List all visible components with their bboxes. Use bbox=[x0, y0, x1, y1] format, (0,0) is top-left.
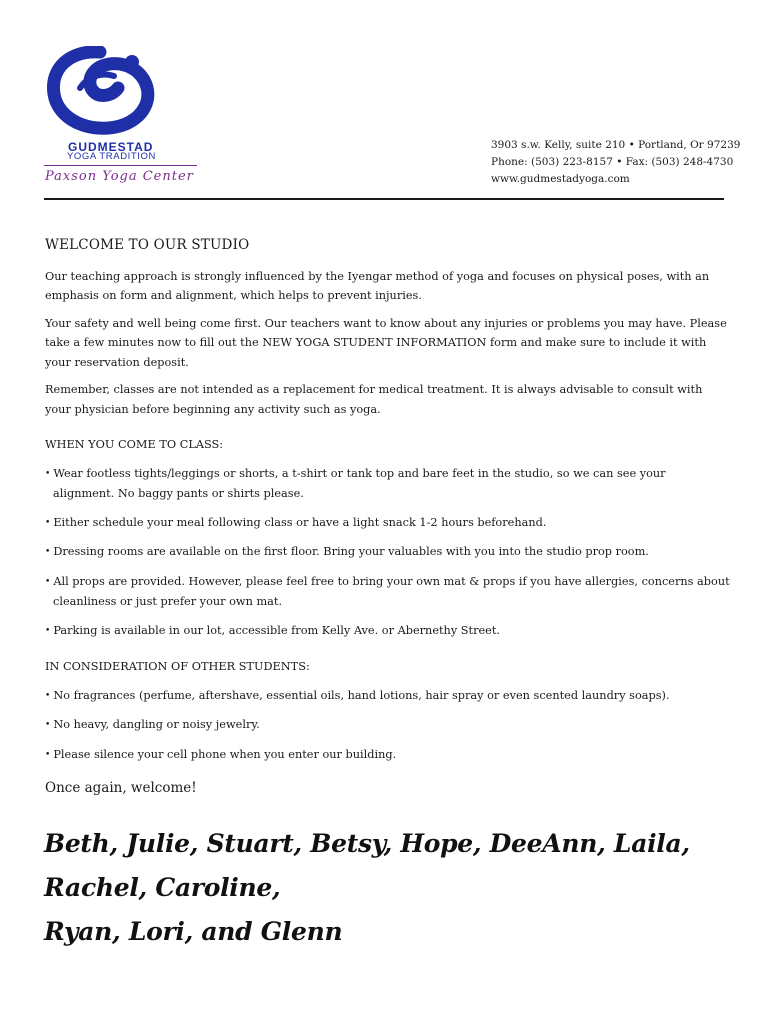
bullet-icon: • bbox=[45, 517, 51, 528]
bullet-text: Dressing rooms are available on the first floor. Bring your valuables with you into the studio prop room. bbox=[53, 545, 649, 558]
class-bullet bbox=[45, 542, 730, 563]
signature-line: Beth, Julie, Stuart, Betsy, Hope, DeeAnn, Laila, Rachel, Caroline, bbox=[44, 829, 690, 902]
bullet-icon: • bbox=[45, 547, 51, 557]
welcome-paragraph: Our teaching approach is strongly influenced by the Iyengar method of yoga and focuses on physical poses, with an emphasis on form and alignment, which helps to prevent injuries. bbox=[45, 269, 710, 302]
contact-block bbox=[491, 137, 740, 188]
logo-name: GUDMESTAD bbox=[68, 140, 154, 154]
welcome-heading: WELCOME TO OUR STUDIO bbox=[45, 237, 250, 253]
closing-line: Once again, welcome! bbox=[45, 780, 197, 796]
consideration-bullet bbox=[45, 686, 730, 707]
logo-center-name: Paxson Yoga Center bbox=[45, 169, 194, 184]
class-bullet bbox=[45, 621, 730, 642]
bullet-text: No fragrances (perfume, aftershave, essential oils, hand lotions, hair spray or even scented laundry soaps). bbox=[53, 688, 670, 702]
bullet-icon: • bbox=[45, 625, 51, 636]
class-bullet bbox=[45, 572, 730, 612]
logo-tradition: YOGA TRADITION bbox=[67, 151, 156, 162]
bullet-icon: • bbox=[45, 749, 51, 760]
bullet-icon: • bbox=[45, 468, 51, 479]
website-link[interactable]: www.gudmestadyoga.com bbox=[491, 173, 630, 185]
phone-fax-line: Phone: (503) 223-8157 • Fax: (503) 248-4730 bbox=[491, 156, 734, 168]
address-line: 3903 s.w. Kelly, suite 210 • Portland, Or 97239 bbox=[491, 139, 741, 151]
class-heading: WHEN YOU COME TO CLASS: bbox=[45, 438, 224, 451]
studio-logo bbox=[40, 46, 205, 191]
class-bullet bbox=[45, 464, 730, 504]
bullet-icon: • bbox=[45, 720, 51, 730]
header-divider bbox=[44, 198, 724, 200]
bullet-text: Please silence your cell phone when you enter our building. bbox=[53, 747, 397, 761]
bullet-icon: • bbox=[45, 576, 51, 587]
bullet-text: Parking is available in our lot, accessible from Kelly Ave. or Abernethy Street. bbox=[53, 623, 500, 637]
class-bullet bbox=[45, 513, 730, 534]
bullet-icon: • bbox=[45, 690, 51, 701]
signature-block bbox=[44, 822, 734, 954]
logo-swirl-icon bbox=[40, 46, 160, 141]
bullet-text: No heavy, dangling or noisy jewelry. bbox=[53, 718, 260, 731]
logo-divider bbox=[44, 165, 197, 166]
bullet-text: All props are provided. However, please feel free to bring your own mat & props if you have allergies, concerns about cleanliness or just prefer your own mat. bbox=[53, 574, 730, 608]
consideration-bullet bbox=[45, 745, 730, 766]
consideration-heading: IN CONSIDERATION OF OTHER STUDENTS: bbox=[45, 660, 310, 673]
consideration-bullet bbox=[45, 715, 730, 736]
welcome-paragraph: Remember, classes are not intended as a replacement for medical treatment. It is always advisable to consult with your physician before beginning any activity such as yoga. bbox=[45, 383, 703, 416]
welcome-paragraph: Your safety and well being come first. Our teachers want to know about any injuries or problems you may have. Please take a few minutes now to fill out the NEW YOGA STUDENT INFORMATION form and make sure to include it with your reservation deposit. bbox=[45, 316, 727, 369]
signature-line: Ryan, Lori, and Glenn bbox=[44, 917, 343, 946]
letter-body bbox=[45, 236, 730, 799]
bullet-text: Wear footless tights/leggings or shorts, a t-shirt or tank top and bare feet in the studio, so we can see your alignment. No baggy pants or shirts please. bbox=[53, 466, 666, 500]
bullet-text: Either schedule your meal following class or have a light snack 1-2 hours beforehand. bbox=[53, 515, 547, 529]
